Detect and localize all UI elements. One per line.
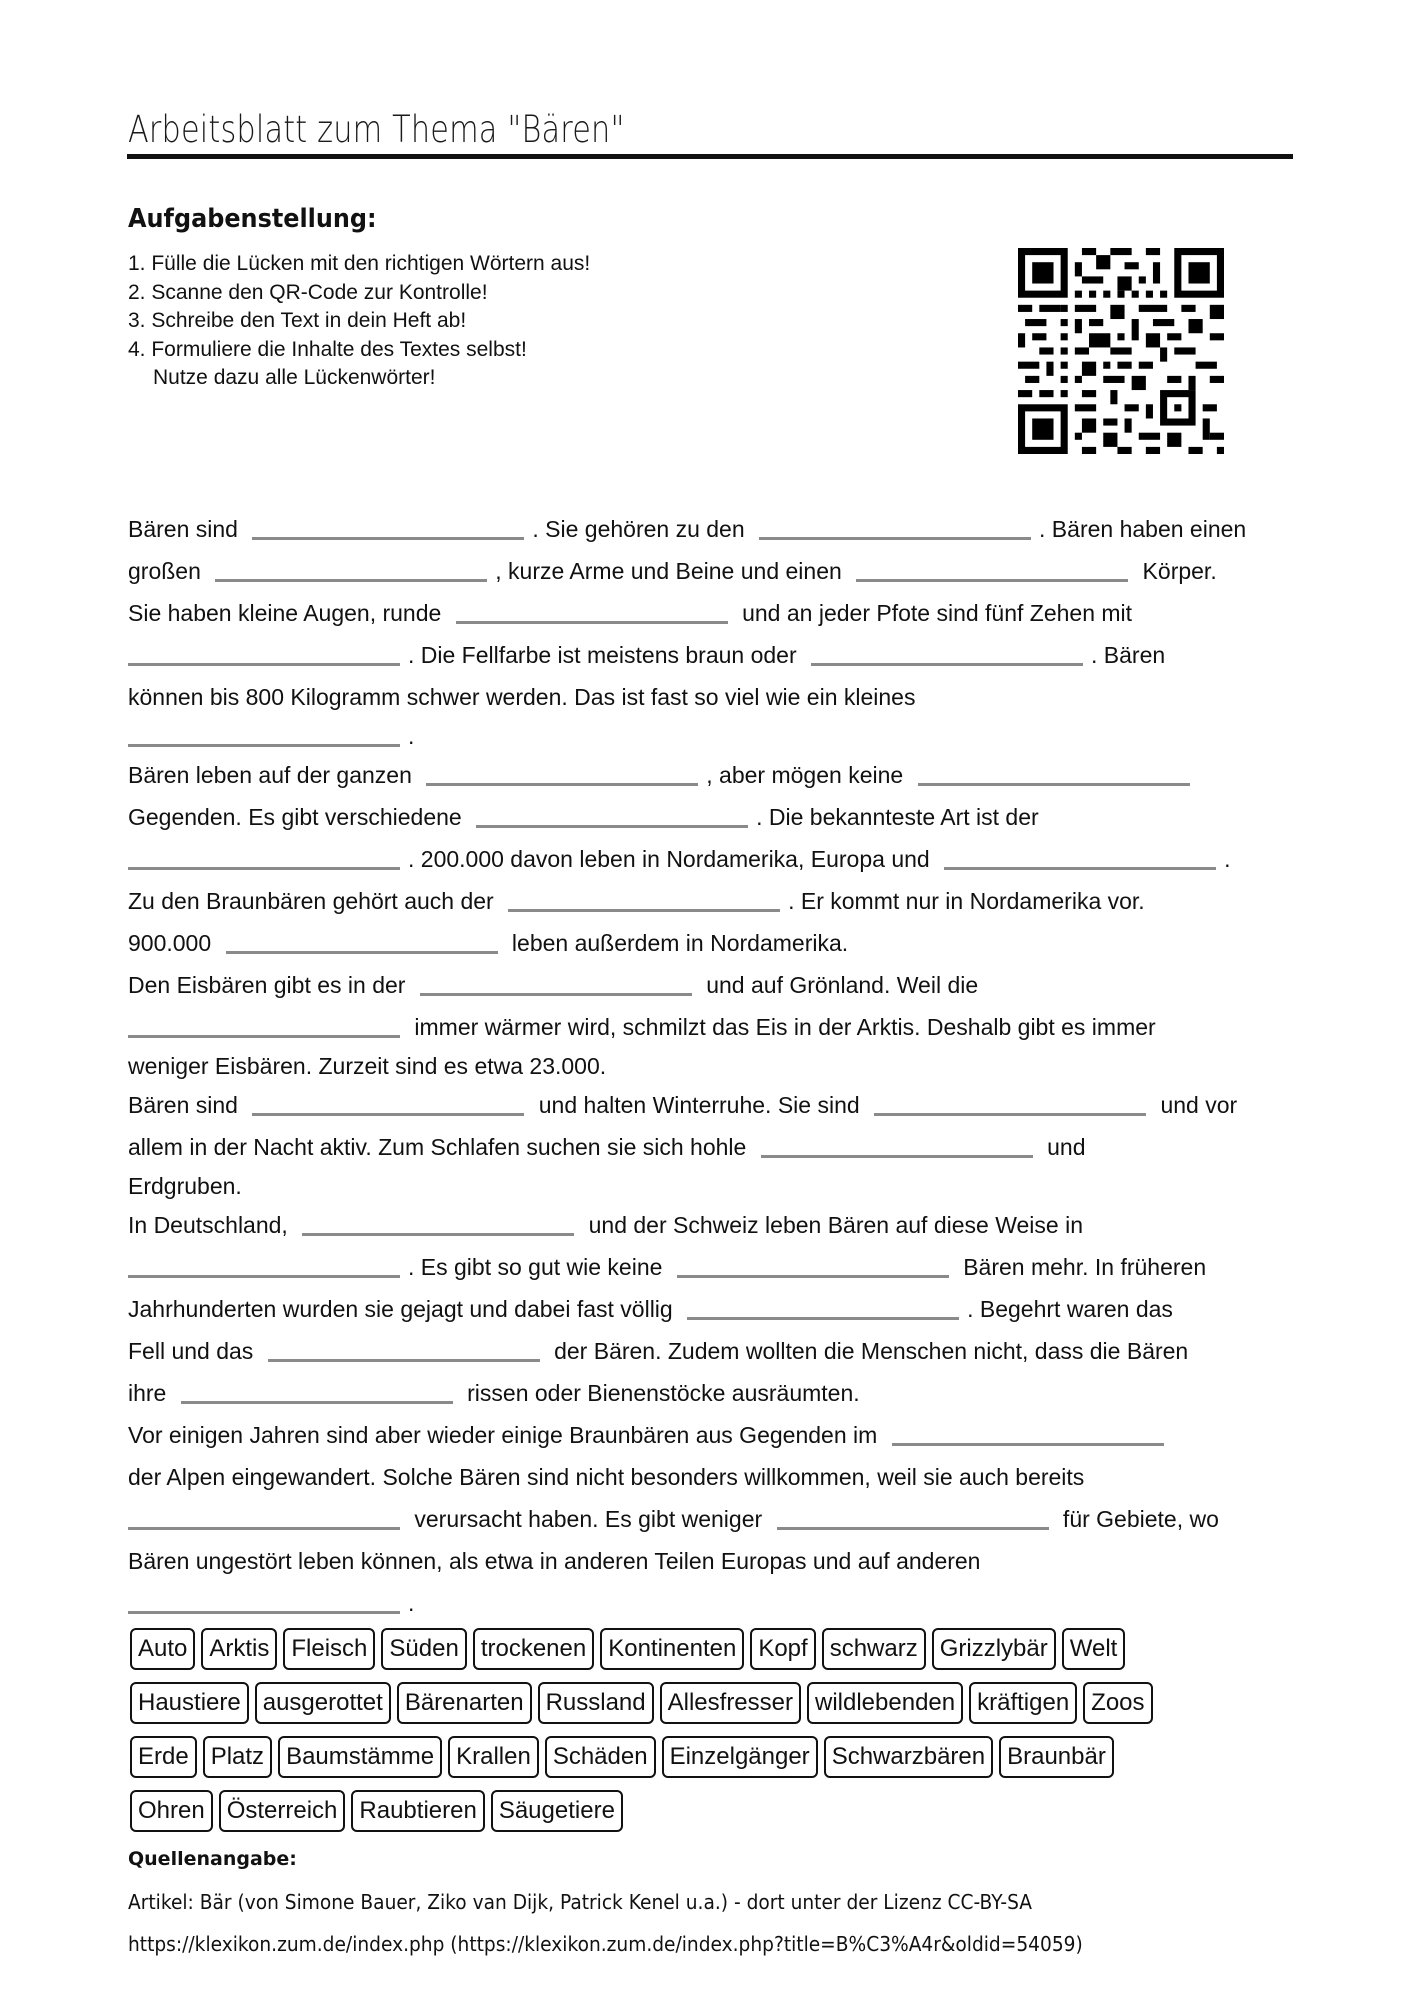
gap-blank[interactable] [456, 602, 728, 624]
gap-blank[interactable] [302, 1214, 574, 1236]
word-chip[interactable]: Platz [203, 1736, 272, 1778]
gap-blank[interactable] [687, 1298, 959, 1320]
source-url[interactable]: https://klexikon.zum.de/index.php (https://klexikon.zum.de/index.php?title=B%C3%A4r&oldid=54059) [128, 1932, 1083, 1956]
text-segment: der Alpen eingewandert. Solche Bären sind nicht besonders willkommen, weil sie auch bereits [128, 1463, 1085, 1490]
text-segment: leben außerdem in Nordamerika. [505, 929, 849, 956]
gap-blank[interactable] [128, 848, 400, 870]
gap-blank[interactable] [761, 1136, 1033, 1158]
task-item: 1. Fülle die Lücken mit den richtigen Wörtern aus! [128, 252, 591, 275]
word-bank [130, 1628, 1250, 1844]
text-line [128, 1498, 1308, 1540]
text-segment: . [408, 1589, 415, 1616]
text-line [128, 1372, 1308, 1414]
text-segment: Bären mehr. In früheren [956, 1253, 1207, 1280]
gap-blank[interactable] [777, 1508, 1049, 1530]
word-chip[interactable]: schwarz [822, 1628, 926, 1670]
word-bank-row [130, 1628, 1250, 1670]
word-chip[interactable]: Bärenarten [397, 1682, 532, 1724]
text-segment: ihre [128, 1379, 173, 1406]
gap-blank[interactable] [944, 848, 1216, 870]
text-segment: . Die bekannteste Art ist der [756, 803, 1039, 830]
task-item: 2. Scanne den QR-Code zur Kontrolle! [128, 280, 488, 304]
text-segment: Fell und das [128, 1337, 260, 1364]
text-line [128, 1048, 1308, 1084]
text-segment: Sie haben kleine Augen, runde [128, 599, 448, 626]
text-segment: immer wärmer wird, schmilzt das Eis in der Arktis. Deshalb gibt es immer [408, 1013, 1156, 1040]
word-chip[interactable]: Fleisch [283, 1628, 375, 1670]
gap-blank[interactable] [128, 1508, 400, 1530]
word-bank-row [130, 1682, 1250, 1724]
text-segment: können bis 800 Kilogramm schwer werden. Das ist fast so viel wie ein kleines [128, 683, 916, 710]
word-chip[interactable]: Kontinenten [600, 1628, 744, 1670]
text-segment: und auf Grönland. Weil die [699, 971, 979, 998]
text-segment: Zu den Braunbären gehört auch der [128, 887, 501, 914]
text-segment: . Bären [1091, 641, 1166, 668]
text-segment: und [1040, 1133, 1086, 1160]
text-segment: Vor einigen Jahren sind aber wieder einige Braunbären aus Gegenden im [128, 1421, 884, 1448]
word-chip[interactable]: Schäden [545, 1736, 656, 1778]
word-bank-row [130, 1736, 1250, 1778]
text-line [128, 592, 1308, 634]
word-chip[interactable]: Haustiere [130, 1682, 249, 1724]
word-chip[interactable]: Braunbär [999, 1736, 1114, 1778]
page-title: Arbeitsblatt zum Thema "Bären" [128, 108, 625, 151]
text-segment: . Es gibt so gut wie keine [408, 1253, 669, 1280]
text-line [128, 754, 1308, 796]
text-segment: Bären leben auf der ganzen [128, 761, 419, 788]
word-chip[interactable]: Grizzlybär [932, 1628, 1056, 1670]
text-line [128, 634, 1308, 676]
text-segment: für Gebiete, wo [1056, 1505, 1219, 1532]
title-divider [127, 154, 1293, 159]
word-chip[interactable]: wildlebenden [807, 1682, 963, 1724]
gap-blank[interactable] [811, 644, 1083, 666]
text-line [128, 1456, 1308, 1498]
gap-blank[interactable] [508, 890, 780, 912]
word-chip[interactable]: Auto [130, 1628, 195, 1670]
source-heading: Quellenangabe: [128, 1848, 297, 1870]
word-chip[interactable]: Welt [1062, 1628, 1126, 1670]
text-segment: Bären sind [128, 515, 245, 542]
text-line [128, 1330, 1308, 1372]
text-segment: Körper. [1136, 557, 1217, 584]
text-line [128, 1288, 1308, 1330]
gap-blank[interactable] [874, 1094, 1146, 1116]
text-segment: verursacht haben. Es gibt weniger [408, 1505, 769, 1532]
gap-blank[interactable] [918, 764, 1190, 786]
text-line [128, 550, 1308, 592]
text-segment: rissen oder Bienenstöcke ausräumten. [460, 1379, 860, 1406]
text-segment: . Bären haben einen [1039, 515, 1247, 542]
gap-blank[interactable] [856, 560, 1128, 582]
gap-blank[interactable] [420, 974, 692, 996]
text-line [128, 796, 1308, 838]
text-segment: . Begehrt waren das [967, 1295, 1173, 1322]
text-line [128, 1414, 1308, 1456]
task-item: 4. Formuliere die Inhalte des Textes selbst! [128, 337, 527, 361]
text-segment: , kurze Arme und Beine und einen [495, 557, 849, 584]
qr-code-icon[interactable] [1018, 248, 1224, 454]
gap-blank[interactable] [215, 560, 487, 582]
gap-blank[interactable] [226, 932, 498, 954]
word-chip[interactable]: kräftigen [969, 1682, 1077, 1724]
text-line [128, 508, 1308, 550]
word-chip[interactable]: Raubtieren [351, 1790, 484, 1832]
text-segment: Gegenden. Es gibt verschiedene [128, 803, 469, 830]
text-segment: . Die Fellfarbe ist meistens braun oder [408, 641, 804, 668]
gap-blank[interactable] [128, 725, 400, 747]
text-segment: und an jeder Pfote sind fünf Zehen mit [735, 599, 1133, 626]
task-item: 3. Schreibe den Text in dein Heft ab! [128, 309, 467, 332]
gap-blank[interactable] [252, 1094, 524, 1116]
word-chip[interactable]: Ohren [130, 1790, 213, 1832]
text-segment: . Sie gehören zu den [532, 515, 752, 542]
text-segment: Erdgruben. [128, 1172, 242, 1199]
gap-blank[interactable] [128, 1592, 400, 1614]
text-segment: Bären sind [128, 1091, 245, 1118]
word-chip[interactable]: Russland [538, 1682, 654, 1724]
text-segment: In Deutschland, [128, 1211, 295, 1238]
word-chip[interactable]: Baumstämme [278, 1736, 442, 1778]
text-line [128, 718, 1308, 754]
gap-blank[interactable] [476, 806, 748, 828]
word-chip[interactable]: Süden [381, 1628, 466, 1670]
text-line [128, 1540, 1308, 1582]
text-segment: 900.000 [128, 929, 218, 956]
word-chip[interactable]: ausgerottet [255, 1682, 391, 1724]
text-line [128, 838, 1308, 880]
word-chip[interactable]: Schwarzbären [824, 1736, 993, 1778]
word-chip[interactable]: Einzelgänger [662, 1736, 818, 1778]
text-line [128, 880, 1308, 922]
text-segment: Jahrhunderten wurden sie gejagt und dabei fast völlig [128, 1295, 680, 1322]
word-chip[interactable]: Österreich [219, 1790, 346, 1832]
text-line [128, 922, 1308, 964]
text-line [128, 1582, 1308, 1624]
word-chip[interactable]: Arktis [201, 1628, 277, 1670]
task-list [128, 250, 590, 393]
gap-blank[interactable] [268, 1340, 540, 1362]
word-chip[interactable]: trockenen [473, 1628, 594, 1670]
text-line [128, 1126, 1308, 1168]
gap-blank[interactable] [892, 1424, 1164, 1446]
cloze-text [128, 508, 1308, 1624]
text-segment: . [1224, 845, 1231, 872]
text-line [128, 1204, 1308, 1246]
word-chip[interactable]: Säugetiere [491, 1790, 623, 1832]
text-segment: großen [128, 557, 208, 584]
text-segment: . Er kommt nur in Nordamerika vor. [788, 887, 1145, 914]
text-segment: . 200.000 davon leben in Nordamerika, Europa und [408, 845, 937, 872]
word-chip[interactable]: Kopf [750, 1628, 815, 1670]
text-segment: und der Schweiz leben Bären auf diese Weise in [582, 1211, 1083, 1238]
word-chip[interactable]: Allesfresser [660, 1682, 801, 1724]
text-segment: und halten Winterruhe. Sie sind [532, 1091, 867, 1118]
gap-blank[interactable] [426, 764, 698, 786]
gap-blank[interactable] [181, 1382, 453, 1404]
text-line [128, 1006, 1308, 1048]
text-line [128, 676, 1308, 718]
gap-blank[interactable] [759, 518, 1031, 540]
text-line [128, 964, 1308, 1006]
text-segment: , aber mögen keine [706, 761, 910, 788]
text-segment: . [408, 722, 415, 749]
word-chip[interactable]: Zoos [1083, 1682, 1152, 1724]
task-item-note: Nutze dazu alle Lückenwörter! [153, 366, 436, 389]
source-article: Artikel: Bär (von Simone Bauer, Ziko van Dijk, Patrick Kenel u.a.) - dort unter der Lizenz CC-BY-SA [128, 1890, 1033, 1914]
word-bank-row [130, 1790, 1250, 1832]
gap-blank[interactable] [252, 518, 524, 540]
gap-blank[interactable] [677, 1256, 949, 1278]
text-segment: Bären ungestört leben können, als etwa in anderen Teilen Europas und auf anderen [128, 1547, 981, 1574]
text-line [128, 1084, 1308, 1126]
text-line [128, 1168, 1308, 1204]
word-chip[interactable]: Erde [130, 1736, 197, 1778]
text-segment: Den Eisbären gibt es in der [128, 971, 412, 998]
text-segment: und vor [1154, 1091, 1238, 1118]
gap-blank[interactable] [128, 1016, 400, 1038]
text-segment: allem in der Nacht aktiv. Zum Schlafen suchen sie sich hohle [128, 1133, 753, 1160]
text-line [128, 1246, 1308, 1288]
text-segment: weniger Eisbären. Zurzeit sind es etwa 23.000. [128, 1052, 607, 1079]
gap-blank[interactable] [128, 1256, 400, 1278]
task-heading: Aufgabenstellung: [128, 204, 377, 234]
text-segment: der Bären. Zudem wollten die Menschen nicht, dass die Bären [547, 1337, 1189, 1364]
word-chip[interactable]: Krallen [448, 1736, 539, 1778]
gap-blank[interactable] [128, 644, 400, 666]
